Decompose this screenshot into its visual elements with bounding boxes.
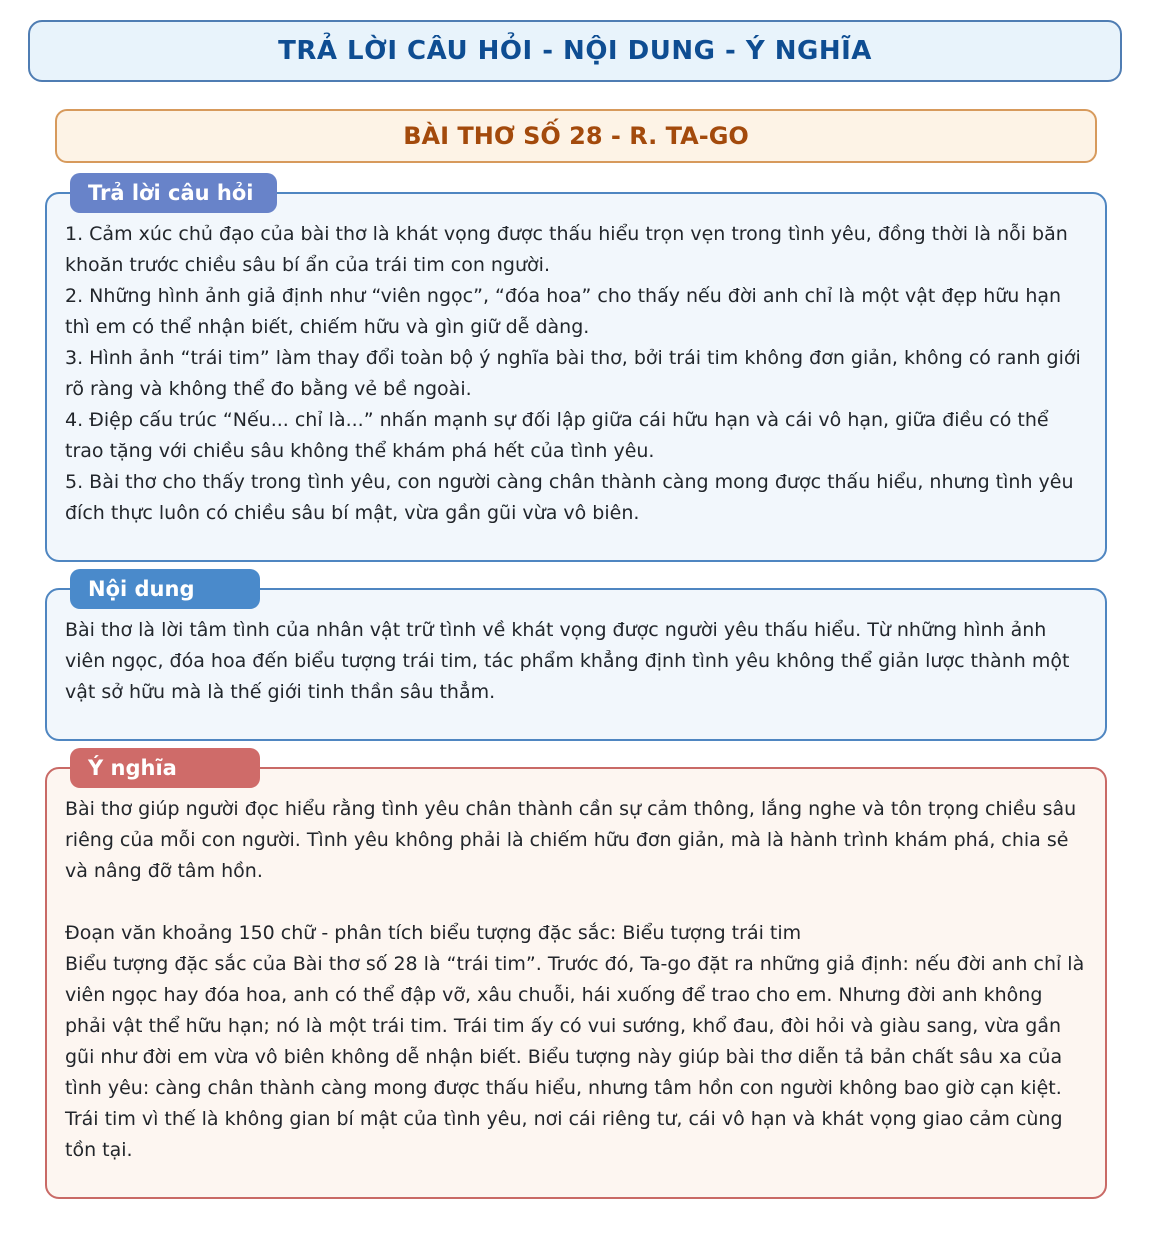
answer-item: 4. Điệp cấu trúc “Nếu... chỉ là...” nhấn mạnh sự đối lập giữa cái hữu hạn và cái vô hạn, giữa điều có thể trao tặng với chiều sâu không thể khám phá hết của tình yêu. bbox=[65, 409, 1049, 462]
answer-item: 5. Bài thơ cho thấy trong tình yêu, con người càng chân thành càng mong được thấu hiểu, nhưng tình yêu đích thực luôn có chiều sâu bí mật, vừa gần gũi vừa vô biên. bbox=[65, 471, 1074, 524]
poem-title-banner bbox=[55, 109, 1097, 163]
meaning-body bbox=[65, 794, 1087, 1166]
answers-list bbox=[65, 219, 1087, 529]
poem-title: BÀI THƠ SỐ 28 - R. TA-GO bbox=[403, 122, 749, 150]
meaning-section bbox=[45, 767, 1107, 1199]
essay-heading: Đoạn văn khoảng 150 chữ - phân tích biểu tượng đặc sắc: Biểu tượng trái tim bbox=[65, 922, 802, 944]
essay-paragraph: Biểu tượng đặc sắc của Bài thơ số 28 là “trái tim”. Trước đó, Ta-go đặt ra những giả định: nếu đời anh chỉ là viên ngọc hay đóa hoa, anh có thể đập vỡ, xâu chuỗi, hái xuống để trao cho em. Nhưng đời anh không phải vật thể hữu hạn; nó là một trái tim. Trái tim ấy có vui sướng, khổ đau, đòi hỏi và giàu sang, vừa gần gũi như đời em vừa vô biên không dễ nhận biết. Biểu tượng này giúp bài thơ diễn tả bản chất sâu xa của tình yêu: càng chân thành càng mong được thấu hiểu, nhưng tâm hồn con người không bao giờ cạn kiệt. Trái tim vì thế là không gian bí mật của tình yêu, nơi cái riêng tư, cái vô hạn và khát vọng giao cảm cùng tồn tại. bbox=[65, 953, 1085, 1161]
section-tab-meaning bbox=[70, 748, 260, 788]
main-title-banner bbox=[28, 20, 1122, 82]
section-tab-answers bbox=[70, 173, 277, 213]
content-body bbox=[65, 615, 1087, 708]
answer-item: 2. Những hình ảnh giả định như “viên ngọc”, “đóa hoa” cho thấy nếu đời anh chỉ là một vật đẹp hữu hạn thì em có thể nhận biết, chiếm hữu và gìn giữ dễ dàng. bbox=[65, 285, 1062, 338]
answer-item: 1. Cảm xúc chủ đạo của bài thơ là khát vọng được thấu hiểu trọn vẹn trong tình yêu, đồng thời là nỗi băn khoăn trước chiều sâu bí ẩn của trái tim con người. bbox=[65, 223, 1068, 276]
answers-section bbox=[45, 192, 1107, 562]
page-title: TRẢ LỜI CÂU HỎI - NỘI DUNG - Ý NGHĨA bbox=[278, 36, 872, 66]
answer-item: 3. Hình ảnh “trái tim” làm thay đổi toàn bộ ý nghĩa bài thơ, bởi trái tim không đơn giản, không có ranh giới rõ ràng và không thể đo bằng vẻ bề ngoài. bbox=[65, 347, 1081, 400]
section-label-meaning: Ý nghĩa bbox=[88, 756, 177, 780]
meaning-paragraph: Bài thơ giúp người đọc hiểu rằng tình yêu chân thành cần sự cảm thông, lắng nghe và tôn trọng chiều sâu riêng của mỗi con người. Tình yêu không phải là chiếm hữu đơn giản, mà là hành trình khám phá, chia sẻ và nâng đỡ tâm hồn. bbox=[65, 798, 1077, 882]
section-tab-content bbox=[70, 569, 260, 609]
content-paragraph: Bài thơ là lời tâm tình của nhân vật trữ tình về khát vọng được người yêu thấu hiểu. Từ những hình ảnh viên ngọc, đóa hoa đến biểu tượng trái tim, tác phẩm khẳng định tình yêu không thể giản lược thành một vật sở hữu mà là thế giới tinh thần sâu thẳm. bbox=[65, 619, 1070, 703]
section-label-content: Nội dung bbox=[88, 577, 195, 601]
paragraph-spacer bbox=[65, 887, 1087, 918]
content-section bbox=[45, 588, 1107, 741]
section-label-answers: Trả lời câu hỏi bbox=[88, 181, 254, 205]
